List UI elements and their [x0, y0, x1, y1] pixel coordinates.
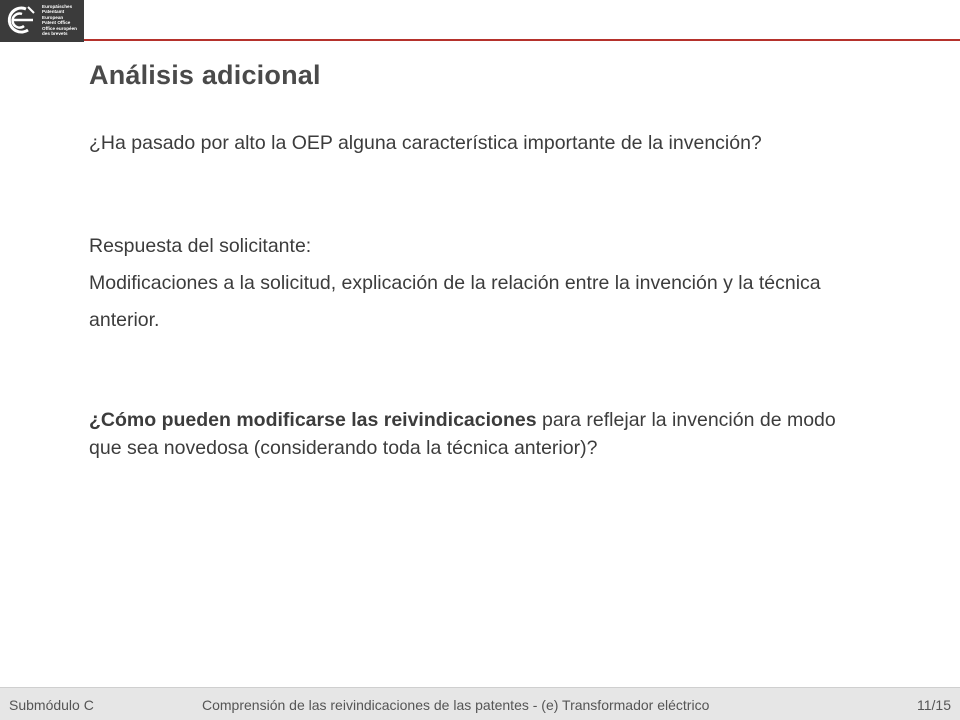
claims-question-rest: para reflejar la invención de modo que sea novedosa (considerando toda la técnica anterior)? — [89, 409, 836, 459]
header-divider — [84, 39, 960, 41]
answer-text: Modificaciones a la solicitud, explicación de la relación entre la invención y la técnica anterior. — [89, 272, 821, 331]
claims-question-bold: ¿Cómo pueden modificarse las reivindicaciones — [89, 409, 537, 431]
epo-logo-text: Europäisches Patentamt European Patent Office Office européen des brevets — [42, 4, 77, 37]
slide-footer — [0, 687, 960, 720]
epo-logo — [0, 0, 84, 42]
claims-question-paragraph — [89, 406, 849, 462]
slide-title: Análisis adicional — [89, 60, 321, 90]
question-paragraph: ¿Ha pasado por alto la OEP alguna característica importante de la invención? — [89, 132, 762, 154]
footer-course-title: Comprensión de las reivindicaciones de las patentes - (e) Transformador eléctrico — [202, 697, 710, 713]
answer-heading: Respuesta del solicitante: — [89, 235, 312, 257]
answer-paragraph — [89, 228, 879, 339]
footer-module: Submódulo C — [9, 697, 94, 713]
epo-logo-icon — [4, 3, 38, 39]
footer-page-number: 11/15 — [917, 697, 951, 713]
